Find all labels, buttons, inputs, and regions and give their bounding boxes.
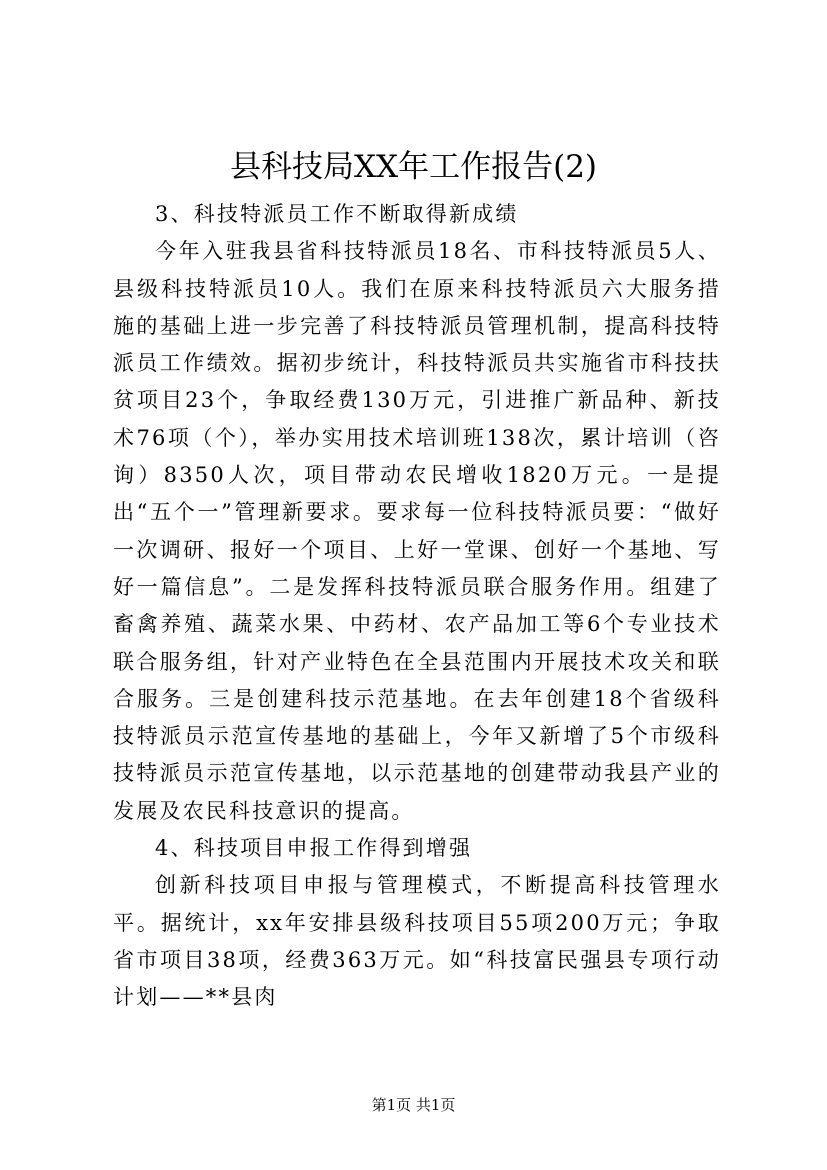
paragraph-specialists: 今年入驻我县省科技特派员18名、市科技特派员5人、县级科技特派员10人。我们在原来科技特派员六大服务措施的基础上进一步完善了科技特派员管理机制，提高科技特派员工作绩效。据初步统计，科技特派员共实施省市科技扶贫项目23个，争取经费130万元，引进推广新品种、新技术76项（个），举办实用技术培训班138次，累计培训（咨询）8350人次，项目带动农民增收1820万元。一是提出“五个一”管理新要求。要求每一位科技特派员要：“做好一次调研、报好一个项目、上好一堂课、创好一个基地、写好一篇信息”。二是发挥科技特派员联合服务作用。组建了畜禽养殖、蔬菜水果、中药材、农产品加工等6个专业技术联合服务组，针对产业特色在全县范围内开展技术攻关和联合服务。三是创建科技示范基地。在去年创建18个省级科技特派员示范宣传基地的基础上，今年又新增了5个市级科技特派员示范宣传基地，以示范基地的创建带动我县产业的发展及农民科技意识的提高。	[113, 239, 721, 823]
section-heading-4: 4、科技项目申报工作得到增强	[155, 836, 473, 861]
paragraph-projects: 创新科技项目申报与管理模式，不断提高科技管理水平。据统计，xx年安排县级科技项目55项200万元；争取省市项目38项，经费363万元。如“科技富民强县专项行动计划——**县肉	[113, 873, 721, 1010]
page-footer: 第1页 共1页	[371, 1096, 456, 1114]
document-body	[113, 196, 721, 1017]
section-heading-3: 3、科技特派员工作不断取得新成绩	[155, 202, 519, 226]
document-title: 县科技局XX年工作报告(2)	[229, 149, 598, 185]
